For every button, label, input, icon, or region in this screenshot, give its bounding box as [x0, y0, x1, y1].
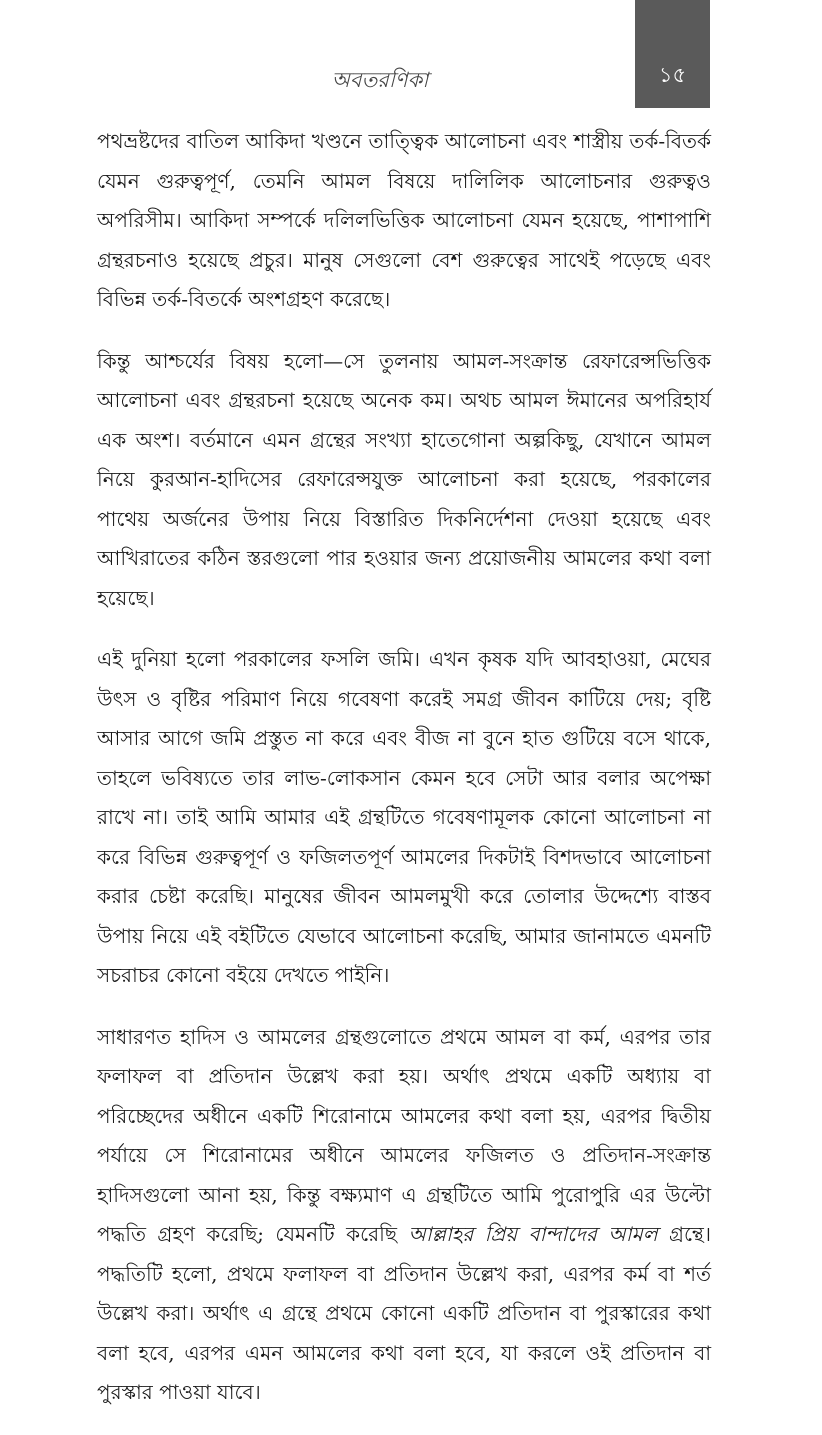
body-text: [97, 122, 711, 1435]
page-number-tab: [635, 0, 710, 108]
paragraph-4: [97, 1018, 711, 1413]
book-title-italic: আল্লাহর প্রিয় বান্দাদের আমল: [408, 1222, 658, 1246]
paragraph-1: পথভ্রষ্টদের বাতিল আকিদা খণ্ডনে তাত্ত্বিক আলোচনা এবং শাস্ত্রীয় তর্ক-বিতর্ক যেমন গুরুত্বপূর্ণ, তেমনি আমল বিষয়ে দালিলিক আলোচনার গুরুত্বও অপরিসীম। আকিদা সম্পর্কে দলিলভিত্তিক আলোচনা যেমন হয়েছে, পাশাপাশি গ্রন্থরচনাও হয়েছে প্রচুর। মানুষ সেগুলো বেশ গুরুত্বের সাথেই পড়েছে এবং বিভিন্ন তর্ক-বিতর্কে অংশগ্রহণ করেছে।: [97, 129, 711, 311]
paragraph-4-text-after: গ্রন্থে। পদ্ধতিটি হলো, প্রথমে ফলাফল বা প্রতিদান উল্লেখ করা, এরপর কর্ম বা শর্ত উল্লেখ করা। অর্থাৎ এ গ্রন্থে প্রথমে কোনো একটি প্রতিদান বা পুরস্কারের কথা বলা হবে, এরপর এমন আমলের কথা বলা হবে, যা করলে ওই প্রতিদান বা পুরস্কার পাওয়া যাবে।: [97, 1222, 711, 1404]
paragraph-3: এই দুনিয়া হলো পরকালের ফসলি জমি। এখন কৃষক যদি আবহাওয়া, মেঘের উৎস ও বৃষ্টির পরিমাণ নিয়ে গবেষণা করেই সমগ্র জীবন কাটিয়ে দেয়; বৃষ্টি আসার আগে জমি প্রস্তুত না করে এবং বীজ না বুনে হাত গুটিয়ে বসে থাকে, তাহলে ভবিষ্যতে তার লাভ-লোকসান কেমন হবে সেটা আর বলার অপেক্ষা রাখে না। তাই আমি আমার এই গ্রন্থটিতে গবেষণামূলক কোনো আলোচনা না করে বিভিন্ন গুরুত্বপূর্ণ ও ফজিলতপূর্ণ আমলের দিকটাই বিশদভাবে আলোচনা করার চেষ্টা করেছি। মানুষের জীবন আমলমুখী করে তোলার উদ্দেশ্যে বাস্তব উপায় নিয়ে এই বইটিতে যেভাবে আলোচনা করেছি, আমার জানামতে এমনটি সচরাচর কোনো বইয়ে দেখতে পাইনি।: [97, 647, 711, 987]
paragraph-2: কিন্তু আশ্চর্যের বিষয় হলো—সে তুলনায় আমল-সংক্রান্ত রেফারেন্সভিত্তিক আলোচনা এবং গ্রন্থরচনা হয়েছে অনেক কম। অথচ আমল ঈমানের অপরিহার্য এক অংশ। বর্তমানে এমন গ্রন্থের সংখ্যা হাতেগোনা অল্পকিছু, যেখানে আমল নিয়ে কুরআন-হাদিসের রেফারেন্সযুক্ত আলোচনা করা হয়েছে, পরকালের পাথেয় অর্জনের উপায় নিয়ে বিস্তারিত দিকনির্দেশনা দেওয়া হয়েছে এবং আখিরাতের কঠিন স্তরগুলো পার হওয়ার জন্য প্রয়োজনীয় আমলের কথা বলা হয়েছে।: [97, 348, 711, 610]
paragraph-4-text-before: সাধারণত হাদিস ও আমলের গ্রন্থগুলোতে প্রথমে আমল বা কর্ম, এরপর তার ফলাফল বা প্রতিদান উল্লেখ করা হয়। অর্থাৎ প্রথমে একটি অধ্যায় বা পরিচ্ছেদের অধীনে একটি শিরোনামে আমলের কথা বলা হয়, এরপর দ্বিতীয় পর্যায়ে সে শিরোনামের অধীনে আমলের ফজিলত ও প্রতিদান-সংক্রান্ত হাদিসগুলো আনা হয়, কিন্তু বক্ষ্যমাণ এ গ্রন্থটিতে আমি পুরোপুরি এর উল্টো পদ্ধতি গ্রহণ করেছি; যেমনটি করেছি: [97, 1024, 711, 1246]
page-number: ১৫: [658, 63, 687, 87]
page-header-title: অবতরণিকা: [331, 68, 429, 92]
